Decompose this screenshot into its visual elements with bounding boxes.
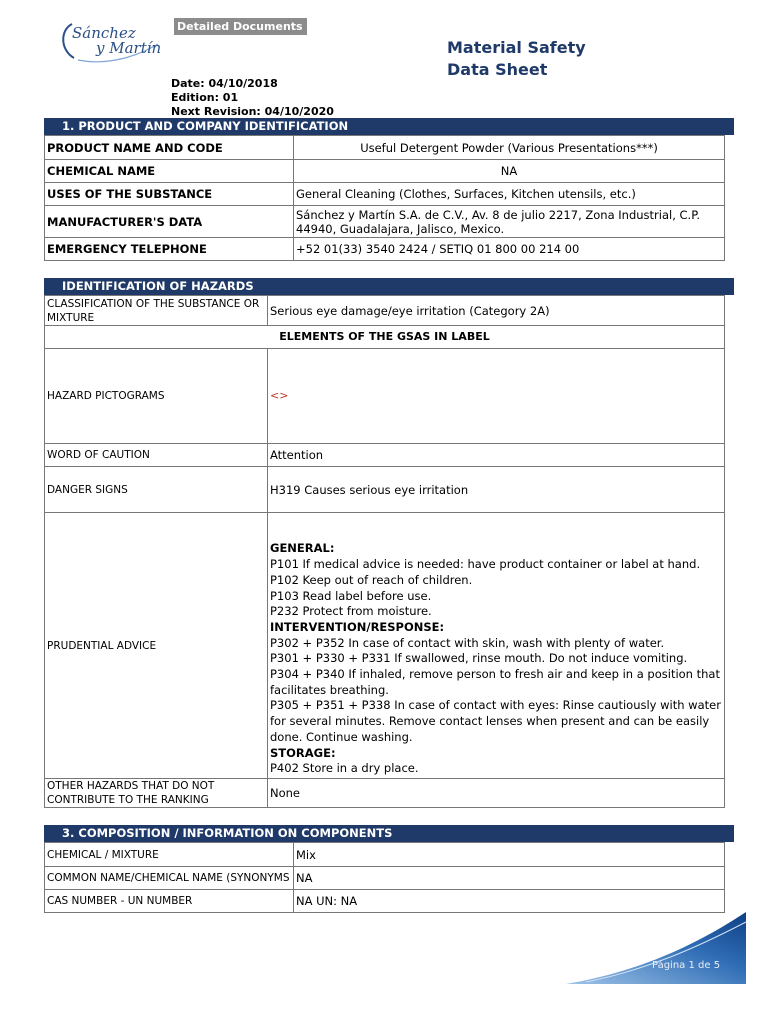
advice-line: P402 Store in a dry place.	[270, 761, 419, 776]
advice-line: GENERAL:	[270, 541, 335, 556]
advice-line: P103 Read label before use.	[270, 588, 432, 603]
section-1-header: 1. PRODUCT AND COMPANY IDENTIFICATION	[44, 118, 734, 135]
table-row	[45, 867, 725, 890]
danger-value: H319 Causes serious eye irritation	[268, 467, 725, 513]
table-row	[45, 513, 725, 779]
table-row	[45, 206, 725, 238]
row-label: CHEMICAL NAME	[45, 160, 294, 183]
advice-line: P302 + P352 In case of contact with skin, wash with plenty of water.	[270, 635, 665, 650]
row-label: MANUFACTURER'S DATA	[45, 206, 294, 238]
advice-label: PRUDENTIAL ADVICE	[45, 513, 268, 779]
date-label: Date: 04/10/2018	[171, 77, 278, 90]
section-3-header: 3. COMPOSITION / INFORMATION ON COMPONENTS	[44, 825, 734, 842]
document-title	[447, 37, 586, 81]
row-label	[45, 867, 294, 890]
table-row	[45, 183, 725, 206]
caution-label: WORD OF CAUTION	[45, 444, 268, 467]
table-row	[45, 349, 725, 444]
title-line-2: Data Sheet	[447, 60, 548, 79]
row-value: NA UN: NA	[294, 890, 725, 913]
row-label: PRODUCT NAME AND CODE	[45, 136, 294, 160]
other-hazards-value: None	[268, 779, 725, 808]
advice-line: P101 If medical advice is needed: have product container or label at hand.	[270, 557, 701, 572]
row-value: General Cleaning (Clothes, Surfaces, Kitchen utensils, etc.)	[294, 183, 725, 206]
row-value: NA	[294, 867, 725, 890]
row-value: NA	[294, 160, 725, 183]
table-row	[45, 238, 725, 261]
danger-label: DANGER SIGNS	[45, 467, 268, 513]
title-line-1: Material Safety	[447, 38, 586, 57]
table-row	[45, 843, 725, 867]
hazard-pictogram-placeholder: <>	[268, 349, 725, 444]
row-label-text: COMMON NAME/CHEMICAL NAME (SYNONYMS	[47, 872, 290, 884]
row-label: CHEMICAL / MIXTURE	[45, 843, 294, 867]
row-label: EMERGENCY TELEPHONE	[45, 238, 294, 261]
gsas-elements-heading: ELEMENTS OF THE GSAS IN LABEL	[45, 326, 725, 349]
table-row	[45, 444, 725, 467]
advice-line: P232 Protect from moisture.	[270, 604, 432, 619]
advice-line: P305 + P351 + P338 In case of contact with eyes: Rinse cautiously with water for several minutes. Remove contact lenses when present and can be easily done. Continue washing.	[270, 698, 721, 744]
advice-line: P102 Keep out of reach of children.	[270, 572, 473, 587]
edition-label: Edition: 01	[171, 91, 239, 104]
logo-line-2: y Martín	[96, 39, 162, 57]
table-row	[45, 160, 725, 183]
classification-label: CLASSIFICATION OF THE SUBSTANCE OR MIXTURE	[45, 296, 268, 326]
advice-line: STORAGE:	[270, 745, 336, 760]
caution-value: Attention	[268, 444, 725, 467]
company-logo	[58, 20, 168, 64]
row-label: USES OF THE SUBSTANCE	[45, 183, 294, 206]
logo-line-1: Sánchez	[72, 24, 136, 42]
other-hazards-label: OTHER HAZARDS THAT DO NOT CONTRIBUTE TO THE RANKING	[45, 779, 268, 808]
table-row	[45, 467, 725, 513]
document-type-tag: Detailed Documents	[174, 18, 307, 35]
table-row	[45, 296, 725, 326]
row-value: Sánchez y Martín S.A. de C.V., Av. 8 de julio 2217, Zona Industrial, C.P. 44940, Guadalajara, Jalisco, Mexico.	[294, 206, 725, 238]
footer-wave-graphic	[566, 912, 746, 984]
section-2-header: IDENTIFICATION OF HAZARDS	[44, 278, 734, 295]
table-row	[45, 326, 725, 349]
table-row	[45, 890, 725, 913]
table-row	[45, 779, 725, 808]
row-value: Mix	[294, 843, 725, 867]
hazards-table	[44, 295, 725, 808]
advice-line: P304 + P340 If inhaled, remove person to fresh air and keep in a position that facilitates breathing.	[270, 667, 720, 697]
advice-line: INTERVENTION/RESPONSE:	[270, 619, 445, 634]
pictograms-label: HAZARD PICTOGRAMS	[45, 349, 268, 444]
row-value: Useful Detergent Powder (Various Presentations***)	[294, 136, 725, 160]
row-value: +52 01(33) 3540 2424 / SETIQ 01 800 00 214 00	[294, 238, 725, 261]
classification-value: Serious eye damage/eye irritation (Category 2A)	[268, 296, 725, 326]
table-row	[45, 136, 725, 160]
page-number: Página 1 de 5	[652, 960, 721, 971]
composition-table	[44, 842, 725, 913]
product-identification-table	[44, 135, 725, 261]
advice-line: P301 + P330 + P331 If swallowed, rinse mouth. Do not induce vomiting.	[270, 651, 688, 666]
advice-content	[268, 513, 725, 779]
row-label: CAS NUMBER - UN NUMBER	[45, 890, 294, 913]
next-revision-label: Next Revision: 04/10/2020	[171, 105, 334, 118]
